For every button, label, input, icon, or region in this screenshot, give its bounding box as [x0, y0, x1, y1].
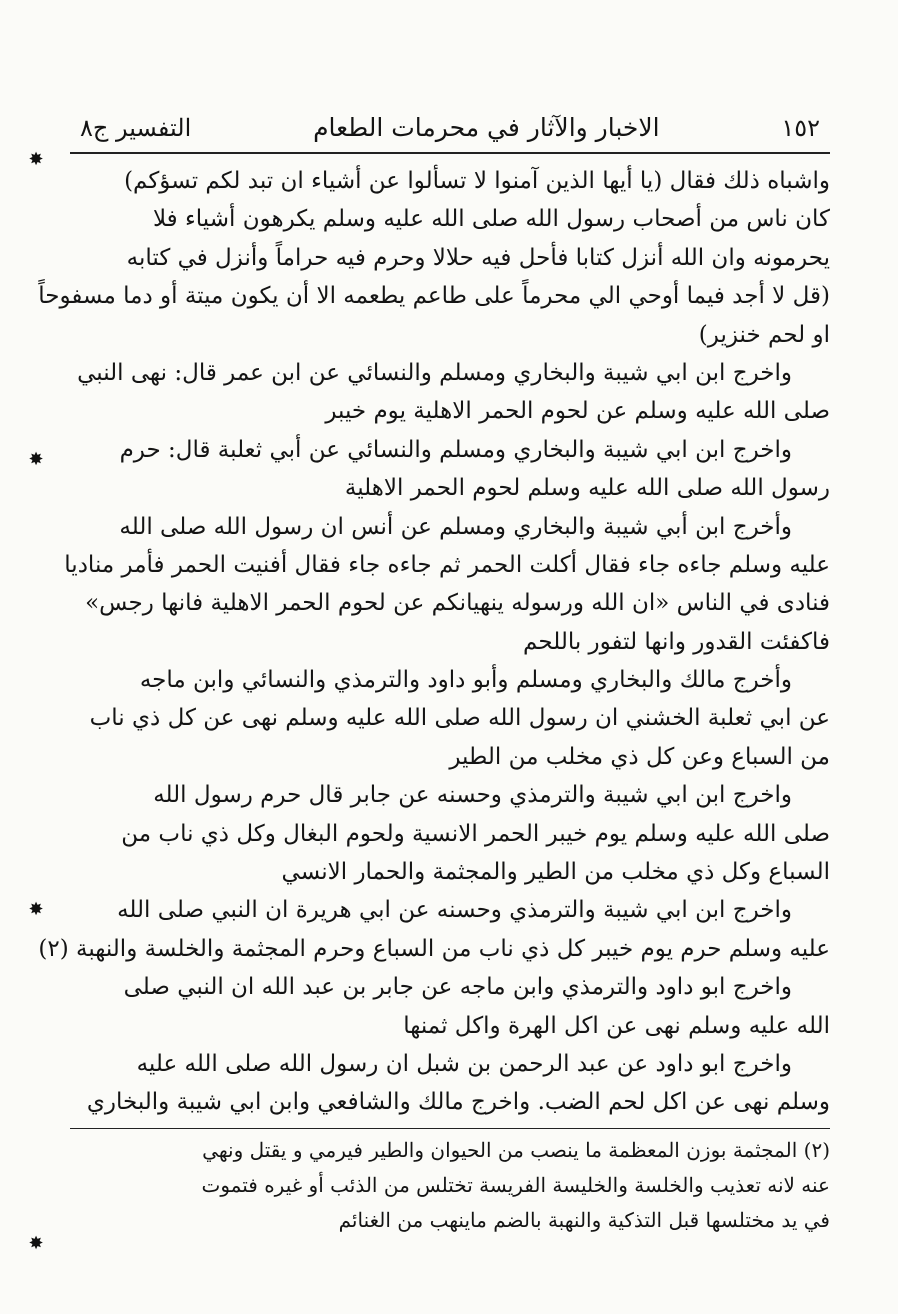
punch-hole-mark-bottom: ✸	[28, 1233, 44, 1254]
text-line: رسول الله صلى الله عليه وسلم لحوم الحمر الاهلية	[344, 475, 830, 502]
text-line: واخرج ابو داود والترمذي وابن ماجه عن جابر بن عبد الله ان النبي صلى	[123, 974, 792, 1001]
text-line: السباع وكل ذي مخلب من الطير والمجثمة والحمار الانسي	[281, 859, 830, 886]
text-line: واخرج ابن ابي شيبة والبخاري ومسلم والنسائي عن ابن عمر قال: نهى النبي	[77, 359, 792, 386]
text-line: فنادى في الناس «ان الله ورسوله ينهيانكم عن لحوم الحمر الاهلية فانها رجس»	[85, 590, 830, 617]
text-line: عليه وسلم جاءه جاء فقال أكلت الحمر ثم جاءه جاء فقال أفنيت الحمر فأمر مناديا	[64, 551, 830, 578]
text-line: صلى الله عليه وسلم يوم خيبر الحمر الانسية ولحوم البغال وكل ذي ناب من	[121, 820, 830, 847]
text-line: (قل لا أجد فيما أوحي الي محرماً على طاعم يطعمه الا أن يكون ميتة أو دما مسفوحاً	[38, 283, 830, 310]
text-line: عليه وسلم حرم يوم خيبر كل ذي ناب من السباع وحرم المجثمة والخلسة والنهبة (٢)	[38, 935, 830, 962]
page-header	[70, 110, 830, 154]
punch-hole-mark-top: ✸	[28, 149, 44, 170]
text-line: يحرمونه وان الله أنزل كتابا فأحل فيه حلالا وحرم فيه حراماً وأنزل في كتابه	[126, 244, 830, 271]
punch-hole-mark-upper: ✸	[28, 449, 44, 470]
text-line: وسلم نهى عن اكل لحم الضب. واخرج مالك والشافعي وابن ابي شيبة والبخاري	[86, 1089, 830, 1116]
punch-hole-mark-lower: ✸	[28, 899, 44, 920]
footnote-line: في يد مختلسها قبل التذكية والنهبة بالضم ماينهب من الغنائم	[338, 1207, 830, 1232]
footnote-line: عنه لانه تعذيب والخلسة والخليسة الفريسة تختلس من الذئب أو غيره فتموت	[201, 1172, 830, 1197]
text-line: واخرج ابن ابي شيبة والترمذي وحسنه عن ابي هريرة ان النبي صلى الله	[117, 897, 792, 924]
text-line: وأخرج مالك والبخاري ومسلم وأبو داود والترمذي والنسائي وابن ماجه	[139, 667, 792, 694]
text-line: كان ناس من أصحاب رسول الله صلى الله عليه وسلم يكرهون أشياء فلا	[152, 206, 830, 233]
text-line: الله عليه وسلم نهى عن اكل الهرة واكل ثمنها	[403, 1012, 830, 1039]
footnotes	[70, 1128, 830, 1238]
text-line: واشباه ذلك فقال (يا أيها الذين آمنوا لا تسألوا عن أشياء ان تبد لكم تسؤكم)	[124, 168, 830, 194]
text-line: وأخرج ابن أبي شيبة والبخاري ومسلم عن أنس ان رسول الله صلى الله	[119, 513, 792, 540]
text-line: من السباع وعن كل ذي مخلب من الطير	[449, 743, 830, 770]
text-line: او لحم خنزير)	[698, 321, 830, 348]
footnote-line: (٢) المجثمة بوزن المعظمة ما ينصب من الحيوان والطير فيرمي و يقتل ونهي	[202, 1137, 830, 1162]
text-line: واخرج ابن ابي شيبة والبخاري ومسلم والنسائي عن أبي ثعلبة قال: حرم	[119, 436, 792, 463]
text-line: فاكفئت القدور وانها لتفور باللحم	[523, 628, 830, 655]
volume-label: التفسير ج٨	[80, 114, 192, 142]
body-text	[38, 162, 830, 1122]
text-line: عن ابي ثعلبة الخشني ان رسول الله صلى الله عليه وسلم نهى عن كل ذي ناب	[89, 705, 830, 732]
text-line: واخرج ابن ابي شيبة والترمذي وحسنه عن جابر قال حرم رسول الله	[153, 782, 792, 809]
text-line: واخرج ابو داود عن عبد الرحمن بن شبل ان رسول الله صلى الله عليه	[136, 1050, 792, 1077]
text-line: صلى الله عليه وسلم عن لحوم الحمر الاهلية يوم خيبر	[325, 398, 830, 425]
page-number: ١٥٢	[781, 114, 820, 142]
running-title: الاخبار والآثار في محرمات الطعام	[313, 113, 660, 142]
document-page	[38, 110, 830, 1238]
